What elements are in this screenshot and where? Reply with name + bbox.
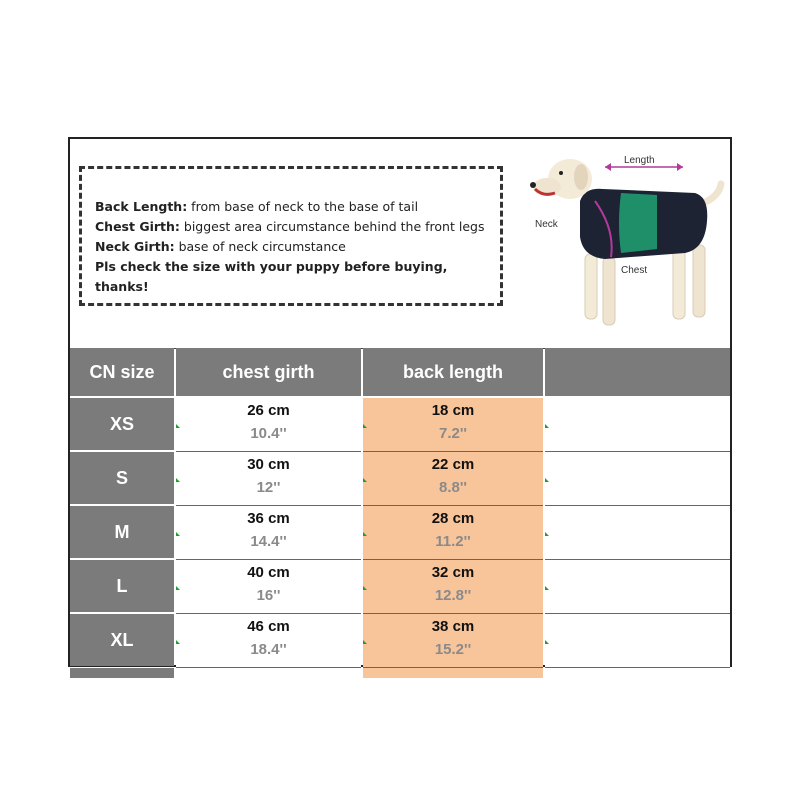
size-cell: XS [70,398,174,450]
dog-illustration [525,149,725,339]
note-text: base of neck circumstance [174,239,346,254]
info-panel [70,139,730,349]
note-notice [95,257,500,297]
back-cm: 18 cm [431,402,475,419]
cell-marker [176,424,180,428]
cell-marker [176,640,180,644]
chest-cell [176,452,361,506]
size-cell: S [70,452,174,504]
cell-marker [363,532,367,536]
chest-inches: 14.4'' [250,533,287,550]
chest-inches: 16'' [256,587,281,604]
note-label: Neck Girth: [95,239,175,254]
back-cell [363,452,543,506]
chest-cm: 36 cm [247,510,290,527]
back-inches: 11.2'' [435,533,471,550]
note-text: biggest area circumstance behind the front legs [179,219,485,234]
note-chest-girth [95,217,500,237]
chest-cm: 40 cm [247,564,290,581]
notice-text: Pls check the size with your puppy before buying, thanks! [95,259,448,294]
cell-marker [545,586,549,590]
back-cell [363,614,543,668]
measurement-notes [79,166,503,306]
cell-marker [363,640,367,644]
header-extra [545,348,730,396]
back-cell [363,560,543,614]
back-cell [363,398,543,452]
header-size: CN size [70,348,174,396]
back-cm: 28 cm [431,510,475,527]
length-label: Length [624,155,655,166]
note-label: Back Length: [95,199,188,214]
cell-marker [363,586,367,590]
size-chart-frame [68,137,732,667]
chest-cell [176,560,361,614]
extra-cell [545,560,730,614]
back-cm: 22 cm [431,456,475,473]
chest-cm: 46 cm [247,618,290,635]
chest-cell [176,398,361,452]
back-cm: 38 cm [431,618,475,635]
chest-inches: 12'' [256,479,281,496]
extra-cell [545,452,730,506]
size-cell: M [70,506,174,558]
header-chest-girth: chest girth [176,348,361,396]
cell-marker [176,532,180,536]
back-inches: 15.2'' [434,641,472,658]
extra-cell [545,506,730,560]
cell-marker [545,532,549,536]
neck-label: Neck [535,219,558,230]
chest-cm: 26 cm [247,402,290,419]
cell-marker [545,478,549,482]
chest-cell [176,506,361,560]
note-back-length [95,197,500,217]
back-cm: 32 cm [431,564,475,581]
cutoff-size [70,668,174,678]
extra-cell [545,398,730,452]
cell-marker [363,478,367,482]
cell-marker [363,424,367,428]
note-label: Chest Girth: [95,219,180,234]
chest-inches: 18.4'' [250,641,287,658]
back-inches: 8.8'' [439,479,467,496]
chest-cell [176,614,361,668]
cell-marker [545,640,549,644]
cell-marker [176,586,180,590]
back-inches: 12.8'' [434,587,472,604]
cutoff-row [363,668,543,678]
header-back-length: back length [363,348,543,396]
size-cell: XL [70,614,174,666]
cell-marker [176,478,180,482]
chest-inches: 10.4'' [250,425,287,442]
back-inches: 7.2'' [439,425,467,442]
note-neck-girth [95,237,500,257]
chest-label: Chest [621,265,648,276]
extra-cell [545,614,730,668]
back-cell [363,506,543,560]
cell-marker [545,424,549,428]
size-cell: L [70,560,174,612]
note-text: from base of neck to the base of tail [187,199,419,214]
chest-cm: 30 cm [247,456,290,473]
